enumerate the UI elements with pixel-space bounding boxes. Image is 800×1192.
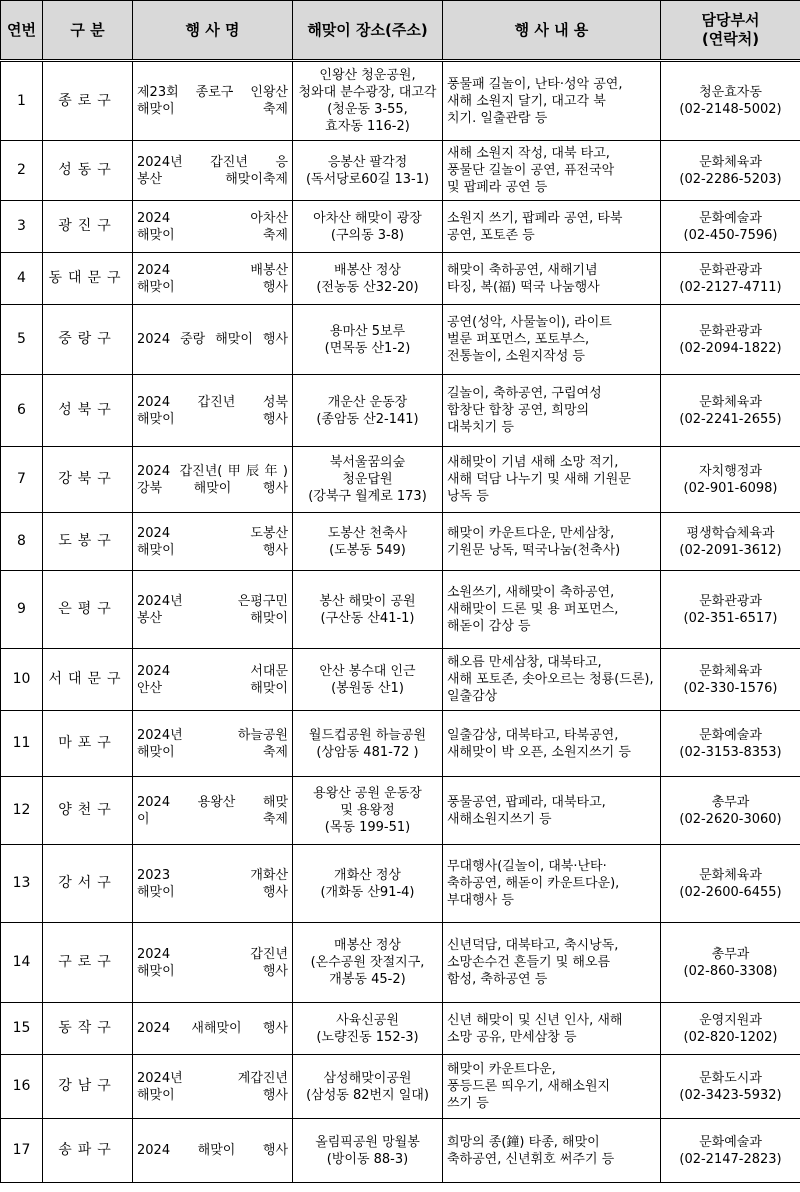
event-name-line: 봉산 해맞이 <box>137 610 288 626</box>
department-contact-line: (02-2094-1822) <box>679 340 782 356</box>
table-row <box>1 141 800 201</box>
event-name-line: 이 축제 <box>137 811 288 827</box>
event-place-line: (노량진동 152-3) <box>316 1029 419 1045</box>
event-place <box>293 447 443 513</box>
event-content <box>443 1119 661 1183</box>
department-contact-line: (02-3153-8353) <box>679 744 782 760</box>
district-name: 성북구 <box>43 375 133 447</box>
event-place <box>293 1003 443 1055</box>
event-name-line: 2024년 하늘공원 <box>137 727 288 743</box>
department-contact-line: (02-820-1202) <box>683 1029 778 1045</box>
event-name <box>133 447 293 513</box>
event-name-line: 2024 중랑 해맞이 행사 <box>137 332 288 347</box>
event-content-line: 새해 덕담 나누기 및 새해 기원문 <box>447 472 631 487</box>
event-name-line: 해맞이 축제 <box>137 744 288 760</box>
event-place-line: (종암동 산2-141) <box>316 411 419 427</box>
row-number: 1 <box>1 61 43 141</box>
event-name <box>133 649 293 711</box>
event-content <box>443 571 661 649</box>
table-row <box>1 1003 800 1055</box>
event-content <box>443 513 661 571</box>
event-place-line: 매봉산 정상 <box>334 938 401 953</box>
department-contact-line: (02-2620-3060) <box>679 811 782 827</box>
department-contact-line: 문화관광과 <box>699 593 762 609</box>
table-row <box>1 845 800 923</box>
event-place-line: (방이동 88-3) <box>326 1151 409 1167</box>
department-contact-line: (02-2600-6455) <box>679 884 782 900</box>
event-place-line: 아차산 해맞이 광장 <box>313 210 422 226</box>
event-content-line: 벌룬 퍼포먼스, 포토부스, <box>447 332 590 347</box>
row-number: 12 <box>1 777 43 845</box>
event-name-line: 강북 해맞이 행사 <box>137 480 288 496</box>
event-place <box>293 513 443 571</box>
event-content <box>443 1003 661 1055</box>
event-name-line: 2024 서대문 <box>137 663 288 679</box>
department-contact-line: (02-2286-5203) <box>679 171 782 187</box>
event-place-line: (봉원동 산1) <box>331 680 404 696</box>
event-name <box>133 777 293 845</box>
event-content-line: 새해맞이 박 오픈, 소원지쓰기 등 <box>447 744 631 760</box>
event-content-line: 기원문 낭독, 떡국나눔(천축사) <box>447 542 621 558</box>
department-contact <box>661 1119 800 1183</box>
department-contact-line: 문화관광과 <box>699 262 762 278</box>
event-place-line: (상암동 481-72 ) <box>316 744 419 760</box>
row-number: 8 <box>1 513 43 571</box>
event-place <box>293 649 443 711</box>
event-name <box>133 305 293 375</box>
event-place-line: 응봉산 팔각정 <box>327 154 408 170</box>
event-name <box>133 253 293 305</box>
department-contact-line: 총무과 <box>711 794 750 810</box>
event-name-line: 2024년 계갑진년 <box>137 1070 288 1086</box>
event-content <box>443 711 661 777</box>
event-place <box>293 571 443 649</box>
event-content-line: 소원지 쓰기, 팝페라 공연, 타북 <box>447 210 623 226</box>
department-contact-line: 문화예술과 <box>699 210 762 226</box>
event-content <box>443 61 661 141</box>
event-place-line: 용왕산 공원 운동장 <box>313 786 422 801</box>
row-number: 16 <box>1 1055 43 1119</box>
district-name: 송파구 <box>43 1119 133 1183</box>
event-content-line: 쓰기 등 <box>447 1096 489 1111</box>
event-name-line: 2024 아차산 <box>137 210 288 226</box>
event-place-line: 효자동 116-2) <box>325 119 410 134</box>
event-content-line: 소망손수건 흔들기 및 해오름 <box>447 955 611 970</box>
event-content-line: 새해 소원지 달기, 대고각 북 <box>447 93 606 109</box>
event-place <box>293 845 443 923</box>
event-place-line: 올림픽공원 망월봉 <box>315 1134 420 1150</box>
row-number: 14 <box>1 923 43 1003</box>
event-name-line: 해맞이 축제 <box>137 227 288 243</box>
department-contact-line: (02-3423-5932) <box>679 1087 782 1103</box>
district-name: 강서구 <box>43 845 133 923</box>
table-row <box>1 447 800 513</box>
table-row <box>1 253 800 305</box>
event-name <box>133 1003 293 1055</box>
event-name-line: 2024 갑진년 <box>137 946 288 962</box>
event-content-line: 신년덕담, 대북타고, 축시낭독, <box>447 938 619 953</box>
event-name-line: 해맞이 행사 <box>137 1087 288 1103</box>
event-place-line: 도봉산 천축사 <box>327 525 408 541</box>
district-name: 강남구 <box>43 1055 133 1119</box>
event-content <box>443 141 661 201</box>
event-place-line: 개봉동 45-2) <box>329 972 406 987</box>
event-content-line: 풍등드론 띄우기, 새해소원지 <box>447 1079 611 1094</box>
department-contact-line: (02-901-6098) <box>683 480 778 496</box>
district-name: 서대문구 <box>43 649 133 711</box>
header-row <box>1 1 800 61</box>
table-row <box>1 61 800 141</box>
event-place-line: 사육신공원 <box>336 1012 399 1028</box>
event-place-line: (구의동 3-8) <box>330 227 405 243</box>
department-contact <box>661 777 800 845</box>
event-name <box>133 845 293 923</box>
event-name <box>133 1055 293 1119</box>
event-content-line: 치기. 일출관람 등 <box>447 110 548 126</box>
department-contact-line: (02-2241-2655) <box>679 411 782 427</box>
department-contact-line: (02-330-1576) <box>683 680 778 696</box>
district-name: 광진구 <box>43 201 133 253</box>
event-place-line: (독서당로60길 13-1) <box>305 171 430 187</box>
event-place <box>293 201 443 253</box>
department-contact <box>661 253 800 305</box>
department-contact-line: (02-860-3308) <box>683 963 778 979</box>
event-name <box>133 711 293 777</box>
row-number: 6 <box>1 375 43 447</box>
event-content-line: 축하공연, 해돋이 카운트다운), <box>447 876 620 891</box>
district-name: 강북구 <box>43 447 133 513</box>
event-name <box>133 571 293 649</box>
table-row <box>1 649 800 711</box>
event-name-line: 2024 도봉산 <box>137 525 288 541</box>
event-place <box>293 777 443 845</box>
event-place-line: 개운산 운동장 <box>327 394 408 410</box>
event-content <box>443 201 661 253</box>
event-content <box>443 845 661 923</box>
department-contact-line: (02-2127-4711) <box>679 279 782 295</box>
table-row <box>1 777 800 845</box>
department-contact-line: 문화예술과 <box>699 1134 762 1150</box>
event-name <box>133 141 293 201</box>
event-name-line: 2024 갑진년 성북 <box>137 394 288 410</box>
department-contact <box>661 201 800 253</box>
district-name: 동작구 <box>43 1003 133 1055</box>
header-district: 구 분 <box>43 1 133 61</box>
event-content-line: 해오름 만세삼창, 대북타고, <box>447 655 602 670</box>
header-content: 행 사 내 용 <box>443 1 661 61</box>
event-place-line: (도봉동 549) <box>329 542 406 558</box>
event-name <box>133 375 293 447</box>
event-name <box>133 61 293 141</box>
event-content-line: 새해 소원지 작성, 대북 타고, <box>447 146 610 161</box>
event-name-line: 안산 해맞이 <box>137 680 288 696</box>
department-contact-line: 청운효자동 <box>699 85 762 100</box>
event-name <box>133 513 293 571</box>
district-name: 동대문구 <box>43 253 133 305</box>
row-number: 13 <box>1 845 43 923</box>
event-name-line: 2024 용왕산 해맞 <box>137 794 288 810</box>
row-number: 15 <box>1 1003 43 1055</box>
event-name-line: 해맞이 행사 <box>137 411 288 427</box>
event-content-line: 함성, 축하공연 등 <box>447 972 548 987</box>
event-content <box>443 305 661 375</box>
event-place-line: 안산 봉수대 인근 <box>319 663 416 679</box>
event-content-line: 대북치기 등 <box>447 420 514 435</box>
department-contact <box>661 571 800 649</box>
district-name: 마포구 <box>43 711 133 777</box>
event-name <box>133 923 293 1003</box>
department-contact-line: (02-351-6517) <box>683 610 778 626</box>
event-content-line: 해맞이 축하공연, 새해기념 <box>447 262 598 278</box>
event-content-line: 희망의 종(鐘) 타종, 해맞이 <box>447 1134 600 1150</box>
event-content-line: 축하공연, 신년휘호 써주기 등 <box>447 1151 615 1167</box>
department-contact-line: 문화체육과 <box>699 867 762 883</box>
department-contact-line: 총무과 <box>711 946 750 962</box>
event-name-line: 해맞이 행사 <box>137 279 288 295</box>
event-content-line: 타징, 복(福) 떡국 나눔행사 <box>447 279 600 295</box>
header-dept-line1: 담당부서 <box>701 11 760 29</box>
event-content-line: 공연, 포토존 등 <box>447 227 535 243</box>
row-number: 4 <box>1 253 43 305</box>
department-contact-line: 문화도시과 <box>699 1070 762 1086</box>
event-content <box>443 253 661 305</box>
event-place <box>293 1119 443 1183</box>
event-content-line: 소원쓰기, 새해맞이 축하공연, <box>447 585 615 600</box>
district-name: 중랑구 <box>43 305 133 375</box>
district-name: 성동구 <box>43 141 133 201</box>
event-place-line: 배봉산 정상 <box>334 262 401 278</box>
event-place-line: 용마산 5보루 <box>329 323 406 339</box>
event-content-line: 길놀이, 축하공연, 구립여성 <box>447 386 602 401</box>
event-name <box>133 1119 293 1183</box>
event-content-line: 풍물패 길놀이, 난타·성악 공연, <box>447 76 623 92</box>
table-row <box>1 375 800 447</box>
event-content-line: 일출감상, 대북타고, 타북공연, <box>447 727 619 743</box>
row-number: 9 <box>1 571 43 649</box>
header-dept <box>661 1 800 61</box>
event-content-line: 해맞이 카운트다운, <box>447 1062 556 1077</box>
event-place-line: 및 용왕정 <box>340 803 395 818</box>
event-content <box>443 923 661 1003</box>
department-contact-line: 문화관광과 <box>699 323 762 339</box>
event-place-line: (청운동 3-55, <box>327 102 408 117</box>
header-event: 행 사 명 <box>133 1 293 61</box>
department-contact-line: 문화체육과 <box>699 394 762 410</box>
department-contact <box>661 141 800 201</box>
district-name: 은평구 <box>43 571 133 649</box>
event-content-line: 부대행사 등 <box>447 893 514 908</box>
department-contact-line: 평생학습체육과 <box>686 525 775 541</box>
department-contact-line: (02-2091-3612) <box>679 542 782 558</box>
event-content-line: 새해소원지쓰기 등 <box>447 811 552 827</box>
department-contact <box>661 845 800 923</box>
event-name <box>133 201 293 253</box>
department-contact <box>661 923 800 1003</box>
department-contact-line: 문화체육과 <box>699 663 762 679</box>
district-name: 구로구 <box>43 923 133 1003</box>
department-contact <box>661 711 800 777</box>
department-contact-line: (02-450-7596) <box>683 227 778 243</box>
event-place-line: 월드컵공원 하늘공원 <box>308 727 427 743</box>
district-name: 도봉구 <box>43 513 133 571</box>
event-content-line: 낭독 등 <box>447 489 489 504</box>
row-number: 2 <box>1 141 43 201</box>
row-number: 10 <box>1 649 43 711</box>
event-place <box>293 305 443 375</box>
event-content-line: 풍물단 길놀이 공연, 퓨전국악 <box>447 163 615 178</box>
event-content-line: 해돋이 감상 등 <box>447 619 531 634</box>
event-content <box>443 777 661 845</box>
department-contact-line: (02-2148-5002) <box>679 102 782 117</box>
department-contact <box>661 1055 800 1119</box>
event-content-line: 풍물공연, 팝페라, 대북타고, <box>447 794 606 810</box>
table-row <box>1 201 800 253</box>
event-place-line: (개화동 산91-4) <box>320 884 415 900</box>
event-place <box>293 923 443 1003</box>
event-place <box>293 1055 443 1119</box>
row-number: 17 <box>1 1119 43 1183</box>
event-place-line: (면목동 산1-2) <box>324 340 411 356</box>
district-name: 양천구 <box>43 777 133 845</box>
row-number: 11 <box>1 711 43 777</box>
table-row <box>1 1055 800 1119</box>
event-content-line: 전통놀이, 소원지작성 등 <box>447 349 585 364</box>
row-number: 7 <box>1 447 43 513</box>
event-content-line: 합창단 합창 공연, 희망의 <box>447 403 590 418</box>
header-dept-line2: (연락처) <box>701 30 760 48</box>
event-content-line: 공연(성악, 사물놀이), 라이트 <box>447 315 612 330</box>
event-content-line: 해맞이 카운트다운, 만세삼창, <box>447 525 615 541</box>
event-place-line: (강북구 월계로 173) <box>308 489 427 504</box>
event-place-line: (삼성동 82번지 일대) <box>306 1087 429 1103</box>
event-place <box>293 141 443 201</box>
event-name-line: 2024년 갑진년 응 <box>137 154 288 170</box>
event-content-line: 새해맞이 기념 새해 소망 적기, <box>447 455 619 470</box>
event-content-line: 무대행사(길놀이, 대북·난타· <box>447 859 607 874</box>
event-name-line: 해맞이 축제 <box>137 102 288 117</box>
table-row <box>1 923 800 1003</box>
event-name-line: 해맞이 행사 <box>137 542 288 558</box>
event-place <box>293 375 443 447</box>
header-place: 해맞이 장소(주소) <box>293 1 443 61</box>
event-content <box>443 375 661 447</box>
event-place-line: 북서울꿈의숲 <box>329 455 406 470</box>
event-place-line: 청운답원 <box>342 472 393 487</box>
event-content <box>443 1055 661 1119</box>
event-content <box>443 447 661 513</box>
event-content-line: 및 팝페라 공연 등 <box>447 180 548 195</box>
department-contact-line: 문화체육과 <box>699 154 762 170</box>
event-name-line: 봉산 해맞이축제 <box>137 171 288 187</box>
event-place-line: 인왕산 청운공원, <box>319 68 416 83</box>
event-name-line: 해맞이 행사 <box>137 884 288 900</box>
event-content-line: 새해 포토존, 솟아오르는 청룡(드론), <box>447 672 654 687</box>
event-place <box>293 61 443 141</box>
event-place-line: 봉산 해맞이 공원 <box>319 593 416 609</box>
table-row <box>1 513 800 571</box>
department-contact <box>661 61 800 141</box>
row-number: 5 <box>1 305 43 375</box>
event-place-line: 개화산 정상 <box>334 867 401 883</box>
department-contact-line: 운영지원과 <box>699 1012 762 1028</box>
department-contact-line: (02-2147-2823) <box>679 1151 782 1167</box>
department-contact <box>661 447 800 513</box>
event-place-line: (전농동 산32-20) <box>316 279 419 295</box>
event-content-line: 일출감상 <box>447 689 498 704</box>
event-name-line: 2024 배봉산 <box>137 262 288 278</box>
table-row <box>1 305 800 375</box>
event-place-line: (구산동 산41-1) <box>320 610 415 626</box>
event-content <box>443 649 661 711</box>
event-place-line: (목동 199-51) <box>324 820 411 835</box>
district-name: 종로구 <box>43 61 133 141</box>
department-contact <box>661 305 800 375</box>
table-row <box>1 1119 800 1183</box>
event-place-line: (온수공원 잣절지구, <box>310 955 425 970</box>
event-place-line: 삼성해맞이공원 <box>323 1070 412 1086</box>
event-name-line: 2024 갑진년(甲辰年) <box>137 463 288 479</box>
department-contact <box>661 649 800 711</box>
event-name-line: 2023 개화산 <box>137 867 288 883</box>
department-contact-line: 문화예술과 <box>699 727 762 743</box>
event-place-line: 청와대 분수광장, 대고각 <box>298 85 437 100</box>
event-place <box>293 253 443 305</box>
department-contact <box>661 1003 800 1055</box>
event-content-line: 소망 공유, 만세삼창 등 <box>447 1029 577 1045</box>
event-name-line: 제23회 종로구 인왕산 <box>137 85 288 100</box>
department-contact-line: 자치행정과 <box>699 463 762 479</box>
row-number: 3 <box>1 201 43 253</box>
event-name-line: 해맞이 행사 <box>137 963 288 979</box>
department-contact <box>661 513 800 571</box>
header-no: 연번 <box>1 1 43 61</box>
table-row <box>1 571 800 649</box>
event-content-line: 새해맞이 드론 및 용 퍼포먼스, <box>447 602 619 617</box>
event-name-line: 2024 해맞이 행사 <box>137 1143 288 1158</box>
event-name-line: 2024 새해맞이 행사 <box>137 1021 288 1036</box>
event-place <box>293 711 443 777</box>
event-name-line: 2024년 은평구민 <box>137 593 288 609</box>
event-content-line: 신년 해맞이 및 신년 인사, 새해 <box>447 1012 623 1028</box>
table-row <box>1 711 800 777</box>
department-contact <box>661 375 800 447</box>
